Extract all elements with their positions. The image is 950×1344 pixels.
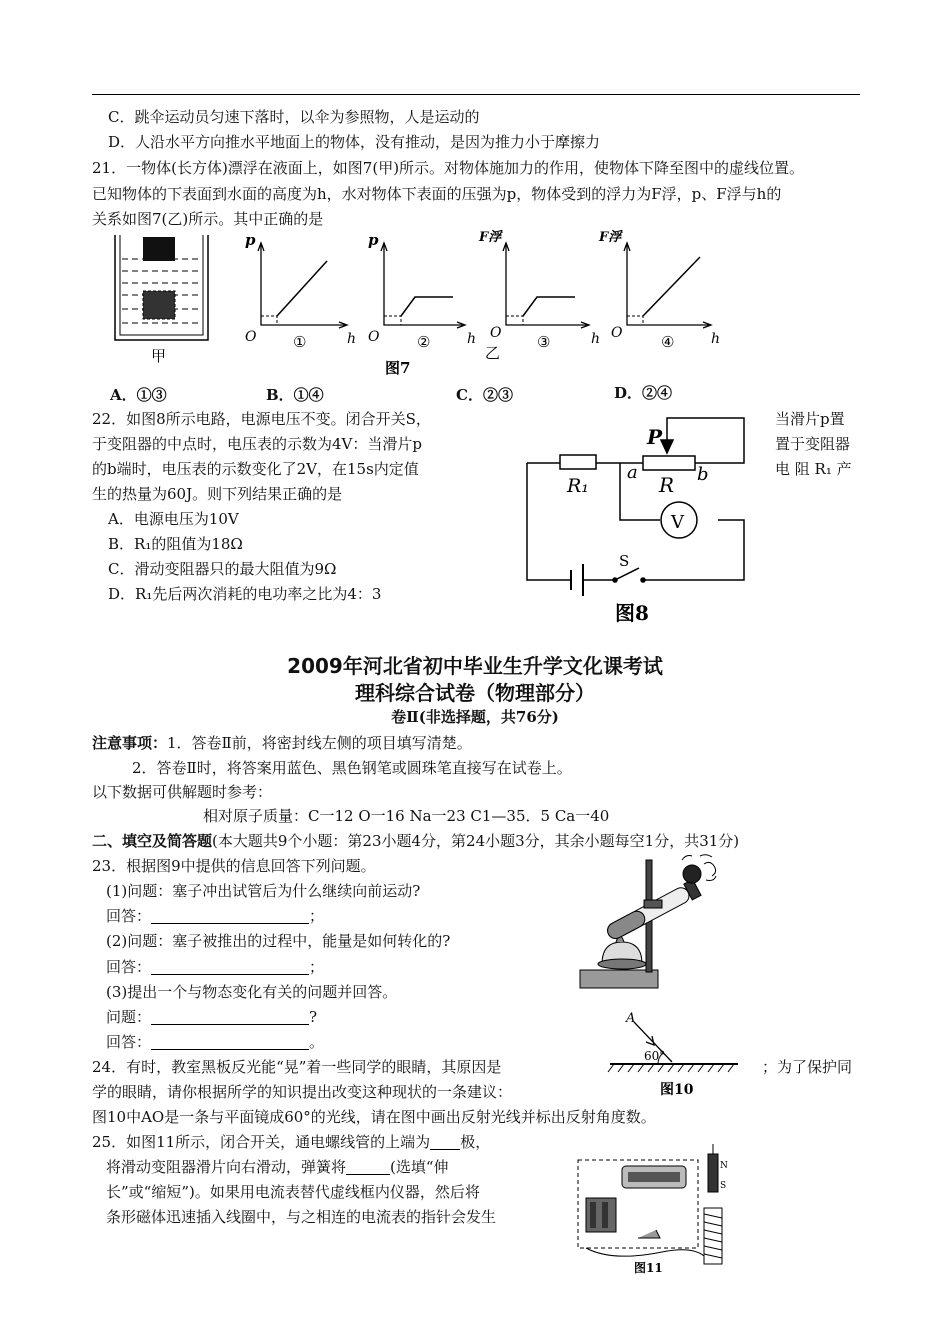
fig11-n: N (720, 1161, 728, 1171)
q22-line-1-right: 当滑片p置 (775, 410, 845, 428)
fig8-a: a (627, 462, 638, 483)
fig8-v: V (671, 512, 684, 533)
resistor-r1 (560, 455, 596, 469)
q24-line-2: 学的眼睛，请你根据所学的知识提出改变这种现状的一条建议： (92, 1083, 513, 1101)
q23-3-answer-row (106, 1035, 324, 1050)
g3-ylabel: F浮 (479, 230, 502, 245)
g1-xlabel: h (347, 331, 357, 347)
fig8-r1: R₁ (567, 475, 589, 497)
q22-line-4: 生的热量为60J。则下列结果正确的是 (92, 485, 343, 503)
fig7-jia-label: 甲 (151, 347, 167, 365)
switch (638, 1230, 660, 1238)
fig8-s: S (619, 552, 630, 570)
g1-origin: O (245, 329, 257, 345)
fig8-r: R (659, 473, 675, 497)
notes-label: 注意事项： (92, 734, 168, 752)
q23-3-question: (3)提出一个与物态变化有关的问题并回答。 (106, 983, 398, 1001)
answer-label: 回答： (106, 1033, 152, 1051)
graph-3 (503, 243, 589, 328)
answer-blank[interactable] (151, 960, 309, 975)
spring-magnet (708, 1154, 718, 1192)
g4-xlabel: h (711, 331, 721, 347)
q22-line-3-right: 电 阻 R₁ 产 (775, 460, 852, 478)
punct: ； (309, 958, 325, 976)
g4-origin: O (611, 325, 623, 341)
floating-block (143, 237, 175, 261)
fig8-caption: 图8 (615, 601, 649, 625)
note-2: 2．答卷Ⅱ时，将答案用蓝色、黑色钢笔或圆珠笔直接写在试卷上。 (132, 759, 572, 777)
figure-10 (600, 1000, 750, 1100)
g2-ylabel: p (368, 231, 379, 249)
q25-line-3: 长”或“缩短”)。如果用电流表替代虚线框内仪器，然后将 (106, 1183, 480, 1201)
q24-line-1-right: ；为了保护同 (762, 1058, 853, 1076)
figure-7 (95, 225, 735, 410)
answer-blank[interactable] (151, 1035, 309, 1050)
answer-label: 回答： (106, 907, 152, 925)
q21-line-3: 关系如图7(乙)所示。其中正确的是 (92, 210, 324, 228)
q25-text-end: (选填“伸 (390, 1158, 449, 1176)
note-1: 1．答卷Ⅱ前，将密封线左侧的项目填写清楚。 (167, 734, 472, 752)
fig7-yi-label: 乙 (485, 344, 501, 362)
fig10-caption: 图10 (660, 1082, 694, 1098)
q22-line-2: 于变阻器的中点时，电压表的示数为4V：当滑片p (92, 435, 422, 453)
q20-option-d: D．人沿水平方向推水平地面上的物体，没有推动，是因为推力小于摩擦力 (108, 133, 601, 151)
g3-xlabel: h (591, 331, 601, 347)
graph-2 (381, 243, 465, 328)
q21-line-1: 21．一物体(长方体)漂浮在液面上，如图7(甲)所示。对物体施加力的作用，使物体下降至图中的虚线位置。 (92, 159, 805, 177)
q24-line-1 (92, 1060, 501, 1075)
q22-line-1: 22．如图8所示电路，电源电压不变。闭合开关S， (92, 410, 431, 428)
figure-9-apparatus (572, 852, 732, 997)
atomic-masses: 相对原子质量：C一12 O一16 Na一23 C1—35．5 Ca一40 (203, 807, 610, 825)
punct: 。 (309, 1033, 325, 1051)
q24-text: 24．有时，教室黑板反光能“晃”着一些同学的眼睛，其原因是 (92, 1058, 502, 1076)
q23-1-question: (1)问题：塞子冲出试管后为什么继续向前运动? (106, 882, 421, 900)
header-rule (92, 94, 860, 95)
punct: ； (309, 907, 325, 925)
spring-blank[interactable] (346, 1160, 390, 1175)
q20-option-c: C．跳伞运动员匀速下落时，以伞为参照物，人是运动的 (108, 108, 480, 126)
q21-choice-d: D．②④ (614, 384, 673, 402)
q22-line-3: 的b端时，电压表的示数变化了2V，在15s内定值 (92, 460, 419, 478)
g4-number: ④ (661, 333, 675, 351)
fig11-s: S (720, 1181, 727, 1191)
q25-line-2 (106, 1160, 449, 1175)
q25-text: 将滑动变阻器滑片向右滑动，弹簧将 (106, 1158, 347, 1176)
fig11-caption: 图11 (634, 1261, 663, 1275)
figure-8 (515, 408, 765, 630)
q23-1-answer-row (106, 909, 324, 924)
paper-part-title: 卷Ⅱ(非选择题，共76分) (391, 708, 559, 726)
question-blank[interactable] (151, 1010, 309, 1025)
fig8-p: P (647, 425, 663, 449)
g2-xlabel: h (467, 331, 477, 347)
q25-line-1 (92, 1135, 490, 1150)
q25-text-end: 极， (460, 1133, 491, 1151)
fig10-angle: 60° (644, 1049, 666, 1063)
answer-label: 回答： (106, 958, 152, 976)
q22-option-c: C．滑动变阻器只的最大阻值为9Ω (108, 560, 337, 578)
q21-choice-a: A．①③ (110, 386, 167, 404)
q23-3-question-row (106, 1010, 317, 1025)
q22-option-d: D．R₁先后两次消耗的电功率之比为4：3 (108, 585, 382, 603)
rheostat-r (643, 456, 695, 470)
q22-option-a: A．电源电压为10V (108, 510, 239, 528)
answer-blank[interactable] (151, 909, 309, 924)
punct: ? (309, 1008, 318, 1026)
section-2-heading (92, 834, 739, 849)
fig8-b: b (697, 464, 709, 485)
fig10-a: A (626, 1011, 636, 1026)
q24-line-3: 图10中AO是一条与平面镜成60°的光线，请在图中画出反射光线并标出反射角度数。 (92, 1108, 656, 1126)
figure-11 (572, 1142, 747, 1277)
exam-subtitle: 理科综合试卷（物理部分） (355, 681, 595, 705)
g1-ylabel: p (245, 231, 256, 249)
g3-origin: O (490, 325, 502, 341)
graph-1 (258, 243, 347, 328)
q25-line-4: 条形磁体迅速插入线圈中，与之相连的电流表的指针会发生 (106, 1208, 497, 1226)
g2-number: ② (417, 333, 431, 351)
reference-intro: 以下数据可供解题时参考： (92, 783, 273, 801)
q23-stem: 23．根据图9中提供的信息回答下列问题。 (92, 857, 376, 875)
question-label: 问题： (106, 1008, 152, 1026)
q22-option-b: B．R₁的阻值为18Ω (108, 535, 243, 553)
exam-title: 2009年河北省初中毕业生升学文化课考试 (287, 654, 663, 678)
q21-line-2: 已知物体的下表面到水面的高度为h，水对物体下表面的压强为p，物体受到的浮力为F浮，p、F浮与h的 (92, 185, 782, 203)
q22-line-2-right: 置于变阻器 (775, 435, 851, 453)
graph-4 (624, 243, 711, 328)
g2-origin: O (368, 329, 380, 345)
submerged-block (143, 291, 175, 319)
g3-number: ③ (537, 333, 551, 351)
q23-2-question: (2)问题：塞子被推出的过程中，能量是如何转化的? (106, 932, 451, 950)
q23-2-answer-row (106, 960, 324, 975)
g1-number: ① (293, 333, 307, 351)
notes-line-1 (92, 736, 472, 751)
section-2-title: 二、填空及简答题 (92, 832, 213, 850)
g4-ylabel: F浮 (599, 230, 622, 245)
q21-choice-b: B．①④ (266, 386, 324, 404)
section-2-desc: (本大题共9个小题：第23小题4分，第24小题3分，其余小题每空1分，共31分) (212, 832, 740, 850)
pole-blank[interactable] (430, 1135, 460, 1150)
q25-text: 25．如图11所示，闭合开关，通电螺线管的上端为 (92, 1133, 431, 1151)
q21-choice-c: C．②③ (456, 386, 513, 404)
fig7-caption: 图7 (385, 359, 411, 377)
